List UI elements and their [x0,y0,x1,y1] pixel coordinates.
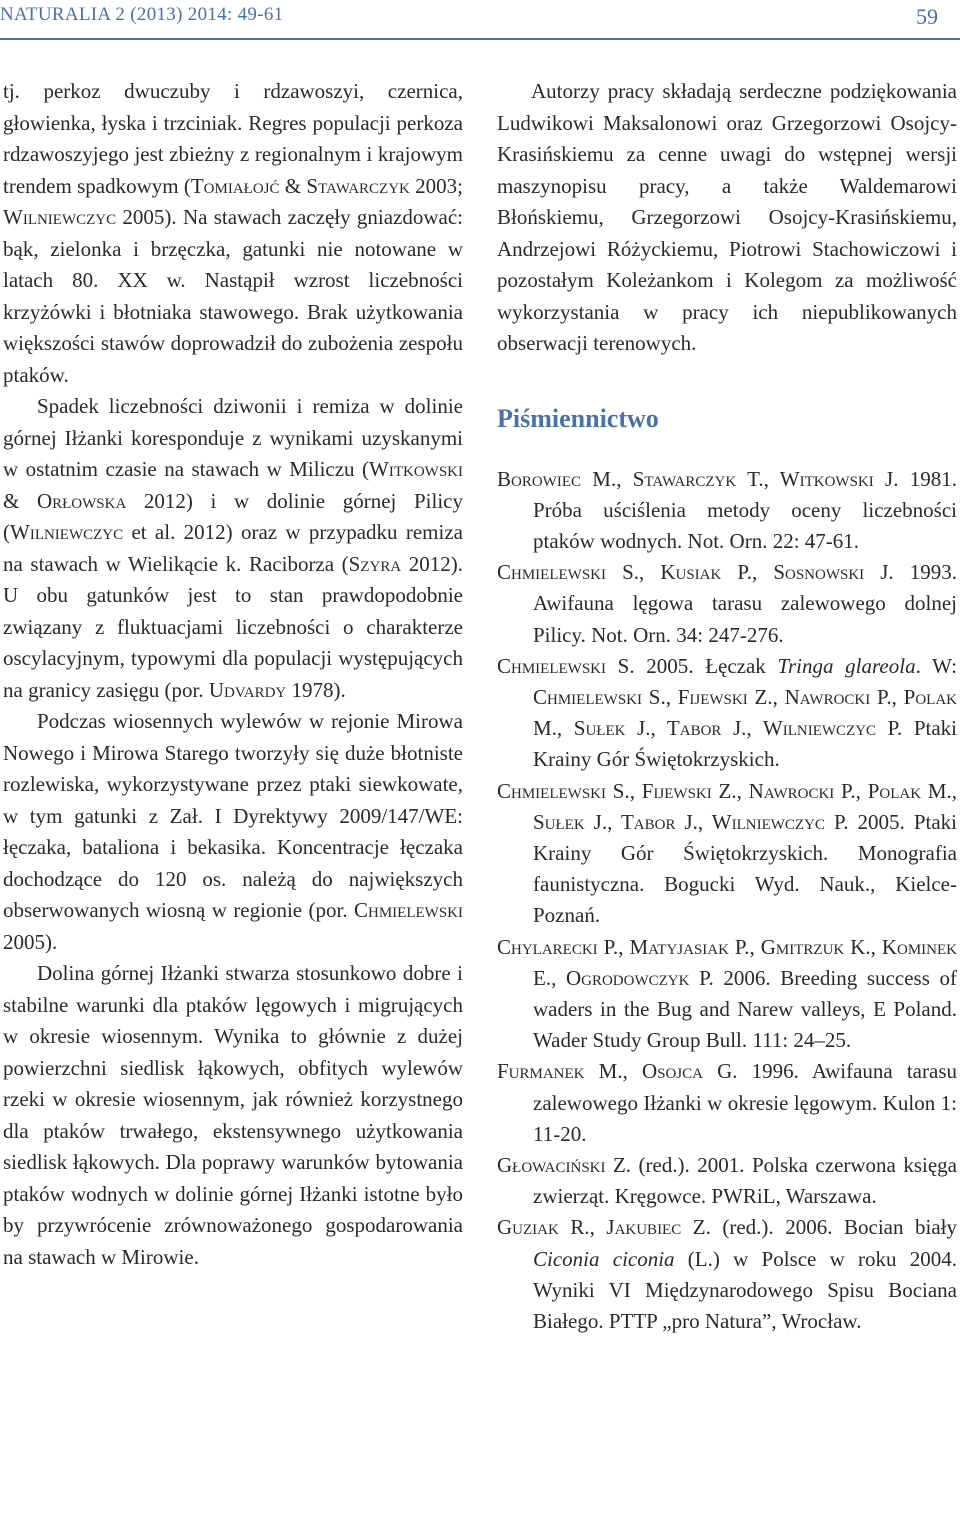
journal-citation: NATURALIA 2 (2013) 2014: 49-61 [0,4,284,25]
header-rule [0,38,960,40]
reference-item: Chmielewski S., Kusiak P., Sosnowski J. 1993. Awifauna lęgowa tarasu zalewowego dolnej Pilicy. Not. Orn. 34: 247-276. [497,560,957,647]
reference-item: Borowiec M., Stawarczyk T., Witkowski J. 1981. Próba uściślenia metody oceny liczebności ptaków wodnych. Not. Orn. 22: 47-61. [497,466,958,553]
paragraph-1: tj. perkoz dwuczuby i rdzawoszyi, czernica, głowienka, łyska i trzciniak. Regres populacji perkoza rdzawoszyjego jest zbieżny z regionalnym i krajowym trendem spadkowym (Tomiałojć & Stawarczyk 2003; Wilniewczyc 2005). Na stawach zaczęły gniazdować: bąk, zielonka i brzęczka, gatunki nie notowane w latach 80. XX w. Nastąpił wzrost liczebności krzyżówki i błotniaka stawowego. Brak użytkowania większości stawów doprowadził do zubożenia zespołu ptaków. [3,79,463,387]
acknowledgements: Autorzy pracy składają serdeczne podziękowania Ludwikowi Maksalonowi oraz Grzegorzowi Osojcy-Krasińskiemu za cenne uwagi do wstępnej wersji maszynopisu pracy, a także Waldemarowi Błońskiemu, Grzegorzowi Osojcy-Krasińskiemu, Andrzejowi Różyckiemu, Piotrowi Stachowiczowi i pozostałym Koleżankom i Kolegom za możliwość wykorzystania w pracy ich niepublikowanych obserwacji terenowych. [497,79,957,355]
paragraph-2: Spadek liczebności dziwonii i remiza w dolinie górnej Iłżanki koresponduje z wynikami uzyskanymi w ostatnim czasie na stawach w Miliczu (Witkowski & Orłowska 2012) i w dolinie górnej Pilicy (Wilniewczyc et al. 2012) oraz w przypadku remiza na stawach w Wielikącie k. Raciborza (Szyra 2012). U obu gatunków jest to stan prawdopodobnie związany z fluktuacjami liczebności o charakterze oscylacyjnym, typowymi dla populacji występujących na granicy zasięgu (por. Udvardy 1978). [3,394,463,702]
running-header [0,0,960,40]
reference-item: Głowaciński Z. (red.). 2001. Polska czerwona księga zwierząt. Kręgowce. PWRiL, Warszawa. [497,1152,957,1209]
paragraph-4: Dolina górnej Iłżanki stwarza stosunkowo dobre i stabilne warunki dla ptaków lęgowych i migrujących w okresie wiosennym. Wynika to głównie z dużej powierzchni siedlisk łąkowych, obfitych wylewów rzeki w okresie wiosennym, jak również korzystnego dla ptaków trwałego, ekstensywnego użytkowania siedlisk łąkowych. Dla poprawy warunków bytowania ptaków wodnych w dolinie górnej Iłżanki istotne było by przywrócenie zrównoważonego gospodarowania na stawach w Mirowie. [3,961,463,1269]
reference-item: Furmanek M., Osojca G. 1996. Awifauna tarasu zalewowego Iłżanki w okresie lęgowym. Kulon 1: 11-20. [497,1059,957,1146]
section-title: Piśmiennictwo [497,403,659,433]
reference-item: Chylarecki P., Matyjasiak P., Gmitrzuk K., Kominek E., Ogrodowczyk P. 2006. Breeding success of waders in the Bug and Narew valleys, E Poland. Wader Study Group Bull. 111: 24–25. [497,934,958,1053]
reference-item: Chmielewski S., Fijewski Z., Nawrocki P., Polak M., Sułek J., Tabor J., Wilniewczyc P. 2005. Ptaki Krainy Gór Świętokrzyskich. Monografia faunistyczna. Bogucki Wyd. Nauk., Kielce-Poznań. [497,778,957,928]
right-column [497,76,957,1337]
page-number: 59 [916,4,938,29]
reference-item: Guziak R., Jakubiec Z. (red.). 2006. Bocian biały Ciconia ciconia (L.) w Polsce w roku 2004. Wyniki VI Międzynarodowego Spisu Bociana Białego. PTTP „pro Natura”, Wrocław. [497,1215,958,1333]
left-column [3,76,463,1273]
reference-item: Chmielewski S. 2005. Łęczak Tringa glareola. W: Chmielewski S., Fijewski Z., Nawrocki P., Polak M., Sułek J., Tabor J., Wilniewczyc P. Ptaki Krainy Gór Świętokrzyskich. [497,653,957,772]
paragraph-3: Podczas wiosennych wylewów w rejonie Mirowa Nowego i Mirowa Starego tworzyły się duże błotniste rozlewiska, wykorzystywane przez ptaki siewkowate, w tym gatunki z Zał. I Dyrektywy 2009/147/WE: łęczaka, bataliona i bekasika. Koncentracje łęczaka dochodzące do 120 os. należą do największych obserwowanych wiosną w regionie (por. Chmielewski 2005). [3,709,463,954]
